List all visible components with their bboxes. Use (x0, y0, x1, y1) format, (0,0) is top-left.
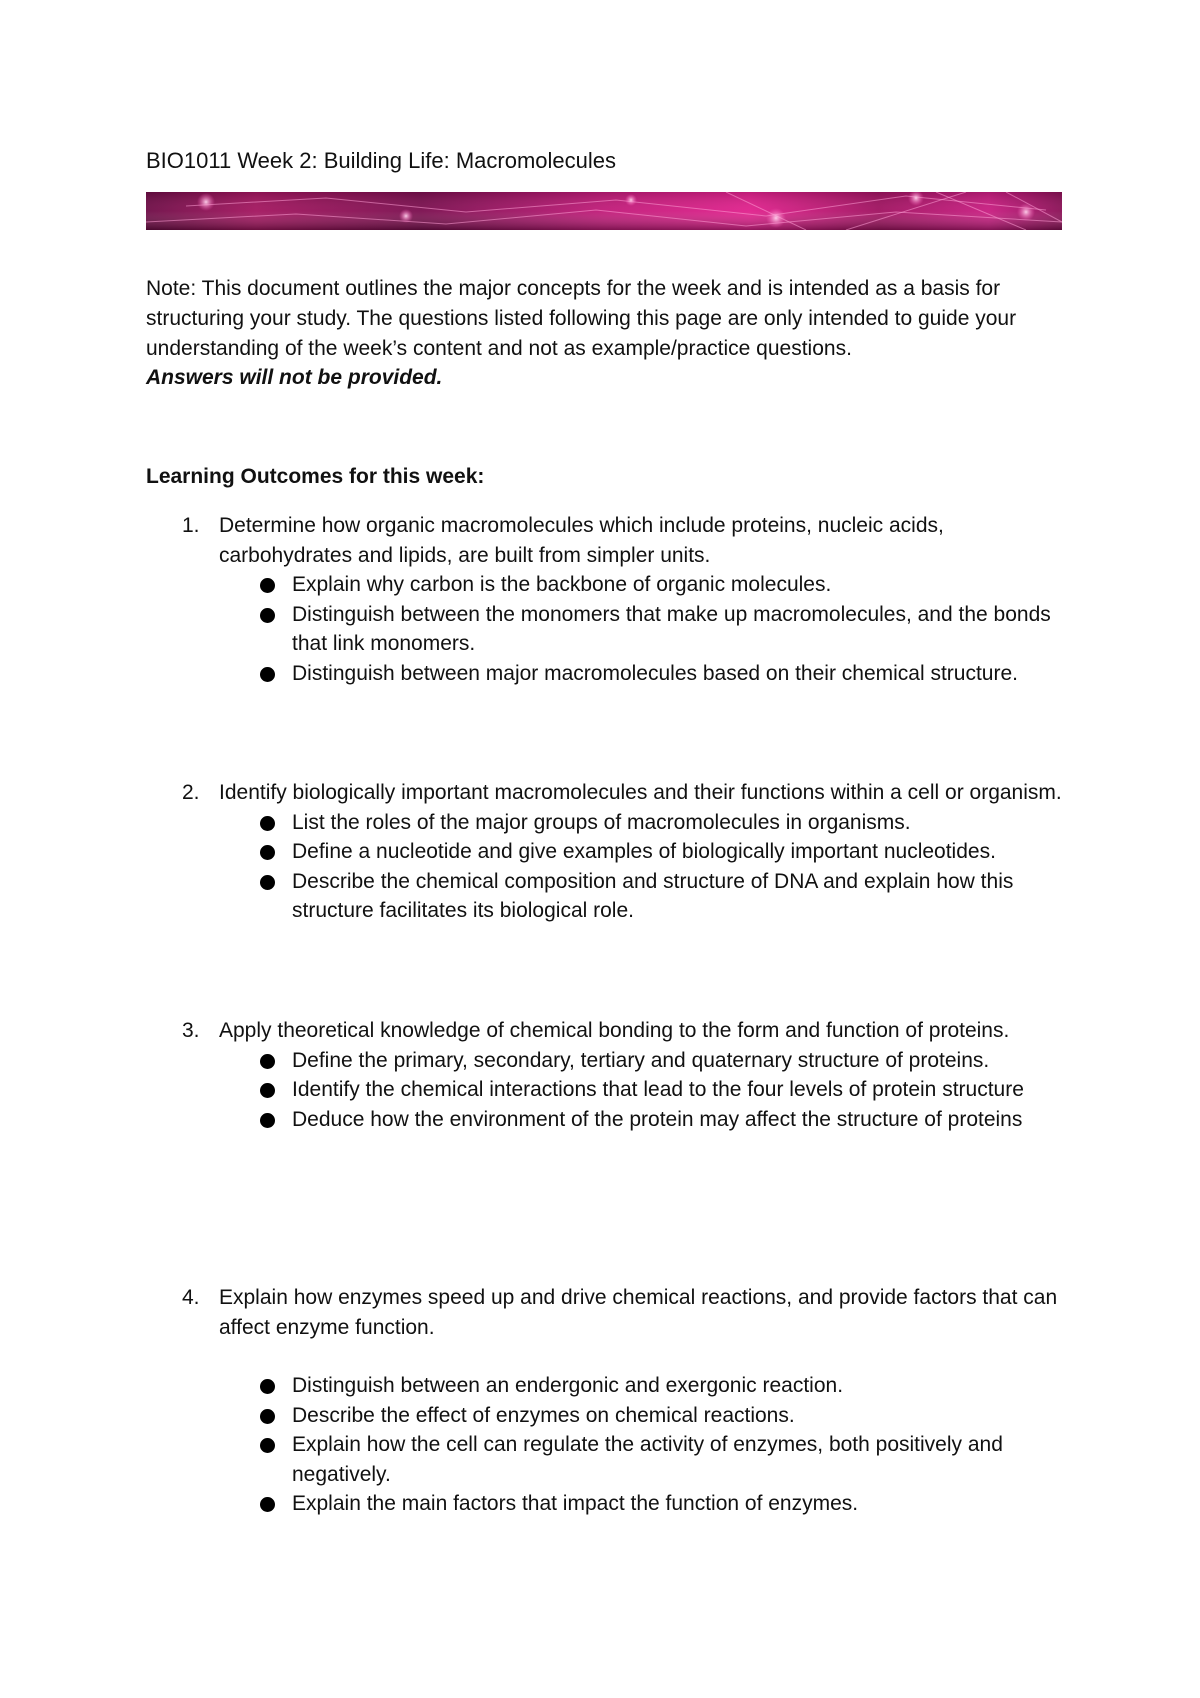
header-banner-image (146, 192, 1062, 230)
list-item: Distinguish between an endergonic and exergonic reaction. (146, 1371, 1066, 1401)
bullet-icon (260, 578, 275, 593)
list-item: Identify the chemical interactions that lead to the four levels of protein structure (146, 1075, 1066, 1105)
bullet-icon (260, 875, 275, 890)
note-text: Note: This document outlines the major concepts for the week and is intended as a basis for structuring your study. The questions listed following this page are only intended to guide your understanding of the week’s content and not as example/practice questions. (146, 277, 1017, 360)
list-item: Distinguish between major macromolecules based on their chemical structure. (146, 659, 1066, 689)
learning-outcome-3 (146, 1016, 1066, 1134)
bullet-icon (260, 1379, 275, 1394)
outcome-subpoints (146, 1046, 1066, 1135)
bullet-icon (260, 608, 275, 623)
bullet-icon (260, 845, 275, 860)
bullet-icon (260, 816, 275, 831)
list-item: Describe the effect of enzymes on chemical reactions. (146, 1401, 1066, 1431)
list-item: Deduce how the environment of the protein may affect the structure of proteins (146, 1105, 1066, 1135)
study-note (146, 274, 1066, 393)
list-item: Describe the chemical composition and structure of DNA and explain how this structure facilitates its biological role. (146, 867, 1066, 926)
outcome-subpoints (146, 570, 1066, 688)
outcome-subpoints (146, 1371, 1066, 1519)
outcome-text: Identify biologically important macromolecules and their functions within a cell or organism. (219, 781, 1062, 804)
learning-outcome-4 (146, 1283, 1066, 1519)
outcome-number: 1. (182, 514, 200, 537)
list-item: Define the primary, secondary, tertiary and quaternary structure of proteins. (146, 1046, 1066, 1076)
learning-outcome-2 (146, 778, 1066, 926)
outcome-text: Determine how organic macromolecules which include proteins, nucleic acids, carbohydrates and lipids, are built from simpler units. (219, 514, 944, 567)
outcome-subpoints (146, 808, 1066, 926)
outcome-number: 2. (182, 781, 200, 804)
outcome-text: Apply theoretical knowledge of chemical bonding to the form and function of proteins. (219, 1019, 1010, 1042)
learning-outcomes-heading: Learning Outcomes for this week: (146, 465, 485, 488)
learning-outcome-1 (146, 511, 1066, 688)
list-item: Explain why carbon is the backbone of organic molecules. (146, 570, 1066, 600)
bullet-icon (260, 1083, 275, 1098)
bullet-icon (260, 1409, 275, 1424)
bullet-icon (260, 1438, 275, 1453)
list-item: Distinguish between the monomers that make up macromolecules, and the bonds that link monomers. (146, 600, 1066, 659)
list-item: List the roles of the major groups of macromolecules in organisms. (146, 808, 1066, 838)
outcome-number: 3. (182, 1019, 200, 1042)
list-item: Explain the main factors that impact the function of enzymes. (146, 1489, 1066, 1519)
outcome-number: 4. (182, 1286, 200, 1309)
note-emphasis: Answers will not be provided. (146, 366, 443, 390)
document-title: BIO1011 Week 2: Building Life: Macromolecules (146, 148, 616, 173)
outcome-text: Explain how enzymes speed up and drive chemical reactions, and provide factors that can affect enzyme function. (219, 1286, 1058, 1339)
bullet-icon (260, 1497, 275, 1512)
bullet-icon (260, 667, 275, 682)
list-item: Define a nucleotide and give examples of biologically important nucleotides. (146, 837, 1066, 867)
bullet-icon (260, 1113, 275, 1128)
bullet-icon (260, 1054, 275, 1069)
list-item: Explain how the cell can regulate the activity of enzymes, both positively and negatively. (146, 1430, 1066, 1489)
